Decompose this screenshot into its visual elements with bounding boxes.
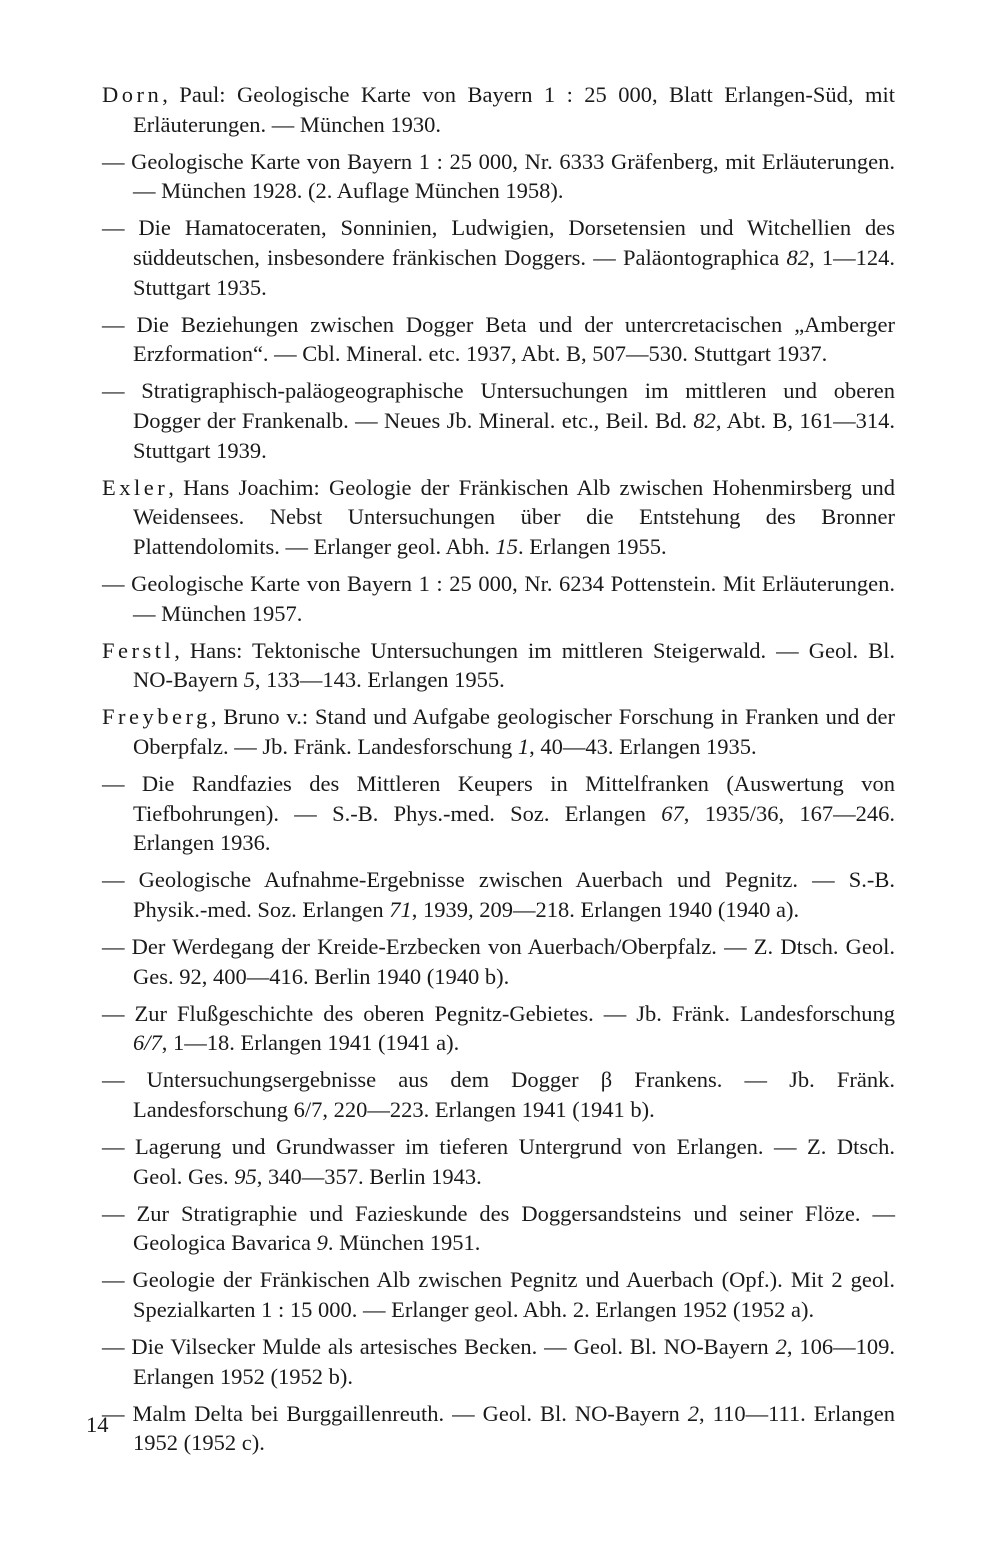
volume-number: 95 [234, 1163, 257, 1189]
entry-text: — Die Randfazies des Mittleren Keupers in Mittelfranken (Auswertung von Tiefbohrungen). — S.-B. Phys.-med. Soz. Erlangen [102, 770, 895, 826]
entry-text: . Erlangen 1955. [517, 533, 667, 559]
volume-number: 15 [495, 533, 518, 559]
bibliography-entry [102, 769, 895, 858]
entry-text: , 340—357. Berlin 1943. [256, 1163, 482, 1189]
bibliography-entry [102, 1399, 895, 1458]
volume-number: 9 [316, 1230, 328, 1256]
entry-text: — Stratigraphisch-paläogeographische Untersuchungen im mittleren und oberen Dogger der Frankenalb. — Neues Jb. Mineral. etc., Beil. Bd. [102, 378, 895, 433]
entry-text: , Hans: Tektonische Untersuchungen im mittleren Steigerwald. — Geol. Bl. NO-Bayern [133, 637, 895, 693]
bibliography-entry [102, 80, 895, 139]
entry-text: , 1935/36, 167—246. Erlangen 1936. [133, 800, 895, 856]
volume-number: 6/7 [133, 1030, 162, 1056]
bibliography-entry [102, 702, 895, 761]
volume-number: 2 [687, 1400, 700, 1426]
bibliography-entry [102, 1132, 895, 1191]
entry-text: — Geologische Karte von Bayern 1 : 25 000, Nr. 6333 Gräfenberg, mit Erläuterungen. — München 1928. (2. Auflage München 1958). [102, 148, 895, 204]
entry-text: , Paul: Geologische Karte von Bayern 1 : 25 000, Blatt Erlangen-Süd, mit Erläuterungen. — München 1930. [133, 82, 895, 137]
entry-text: , 1—18. Erlangen 1941 (1941 a). [161, 1030, 460, 1056]
author-surname: Ferstl [102, 637, 175, 663]
entry-text: — Zur Flußgeschichte des oberen Pegnitz-Gebietes. — Jb. Fränk. Landesforschung [102, 1000, 895, 1026]
page-number: 14 [86, 1412, 109, 1437]
bibliography-entry [102, 1199, 895, 1258]
bibliography-entry [102, 865, 895, 924]
entry-text: — Untersuchungsergebnisse aus dem Dogger β Frankens. — Jb. Fränk. Landesforschung 6/7, 220—223. Erlangen 1941 (1941 b). [102, 1067, 895, 1122]
volume-number: 71 [389, 896, 412, 922]
entry-text: , Abt. B, 161—314. Stuttgart 1939. [133, 407, 895, 463]
author-surname: Exler [102, 474, 169, 500]
bibliography-entry [102, 1332, 895, 1391]
entry-text: , Hans Joachim: Geologie der Fränkischen Alb zwischen Hohenmirsberg und Weidensees. Nebst Untersuchungen über die Entstehung des Bronner Plattendolomits. — Erlanger geol. Abh. [133, 474, 895, 559]
entry-text: , Bruno v.: Stand und Aufgabe geologischer Forschung in Franken und der Oberpfalz. — Jb. Fränk. Landesforschung [133, 704, 895, 759]
entry-text: — Die Beziehungen zwischen Dogger Beta und der untercretacischen „Amberger Erzformation“. — Cbl. Mineral. etc. 1937, Abt. B, 507—530. Stuttgart 1937. [102, 311, 895, 367]
author-surname: Dorn [102, 82, 163, 107]
volume-number: 67 [661, 800, 684, 826]
bibliography-entry [102, 147, 895, 206]
bibliography-entry [102, 1065, 895, 1124]
bibliography-entry [102, 310, 895, 369]
bibliography-entry [102, 569, 895, 628]
entry-text: , 133—143. Erlangen 1955. [254, 667, 505, 693]
bibliography-entry [102, 999, 895, 1058]
entry-text: — Geologische Aufnahme-Ergebnisse zwischen Auerbach und Pegnitz. — S.-B. Physik.-med. Soz. Erlangen [102, 867, 895, 922]
entry-text: — Lagerung und Grundwasser im tieferen Untergrund von Erlangen. — Z. Dtsch. Geol. Ges. [102, 1134, 895, 1189]
volume-number: 5 [243, 667, 255, 693]
entry-text: — Zur Stratigraphie und Fazieskunde des Doggersandsteins und seiner Flöze. — Geologica Bavarica [102, 1200, 895, 1256]
author-surname: Freyberg [102, 704, 211, 730]
volume-number: 2 [775, 1334, 787, 1360]
entry-text: , 40—43. Erlangen 1935. [529, 733, 757, 759]
bibliography-entry [102, 932, 895, 991]
bibliography-entry [102, 1265, 895, 1324]
volume-number: 82 [786, 244, 809, 270]
entry-text: — Geologie der Fränkischen Alb zwischen Pegnitz und Auerbach (Opf.). Mit 2 geol. Spezialkarten 1 : 15 000. — Erlanger geol. Abh. 2. Erlangen 1952 (1952 a). [102, 1267, 895, 1322]
entry-text: — Die Vilsecker Mulde als artesisches Becken. — Geol. Bl. NO-Bayern [102, 1334, 776, 1360]
entry-text: , 110—111. Erlangen 1952 (1952 c). [133, 1400, 895, 1456]
entry-text: , 1939, 209—218. Erlangen 1940 (1940 a). [411, 896, 800, 922]
entry-text: , 1—124. Stuttgart 1935. [133, 244, 895, 300]
entry-text: , 106—109. Erlangen 1952 (1952 b). [133, 1334, 895, 1389]
bibliography-entry [102, 473, 895, 562]
volume-number: 1 [517, 733, 530, 759]
bibliography-entry [102, 213, 895, 302]
entry-text: — Malm Delta bei Burggaillenreuth. — Geol. Bl. NO-Bayern [102, 1400, 688, 1426]
entry-text: — Die Hamatoceraten, Sonninien, Ludwigien, Dorsetensien und Witchellien des süddeutschen, insbesondere fränkischen Doggers. — Paläontographica [102, 215, 895, 270]
entry-text: — Geologische Karte von Bayern 1 : 25 000, Nr. 6234 Pottenstein. Mit Erläuterungen. — München 1957. [102, 570, 895, 626]
bibliography-entry [102, 636, 895, 695]
entry-text: — Der Werdegang der Kreide-Erzbecken von Auerbach/Oberpfalz. — Z. Dtsch. Geol. Ges. 92, 400—416. Berlin 1940 (1940 b). [102, 933, 895, 989]
entry-text: . München 1951. [327, 1230, 481, 1256]
volume-number: 82 [693, 407, 716, 433]
bibliography-list [102, 80, 895, 1465]
bibliography-entry [102, 376, 895, 465]
